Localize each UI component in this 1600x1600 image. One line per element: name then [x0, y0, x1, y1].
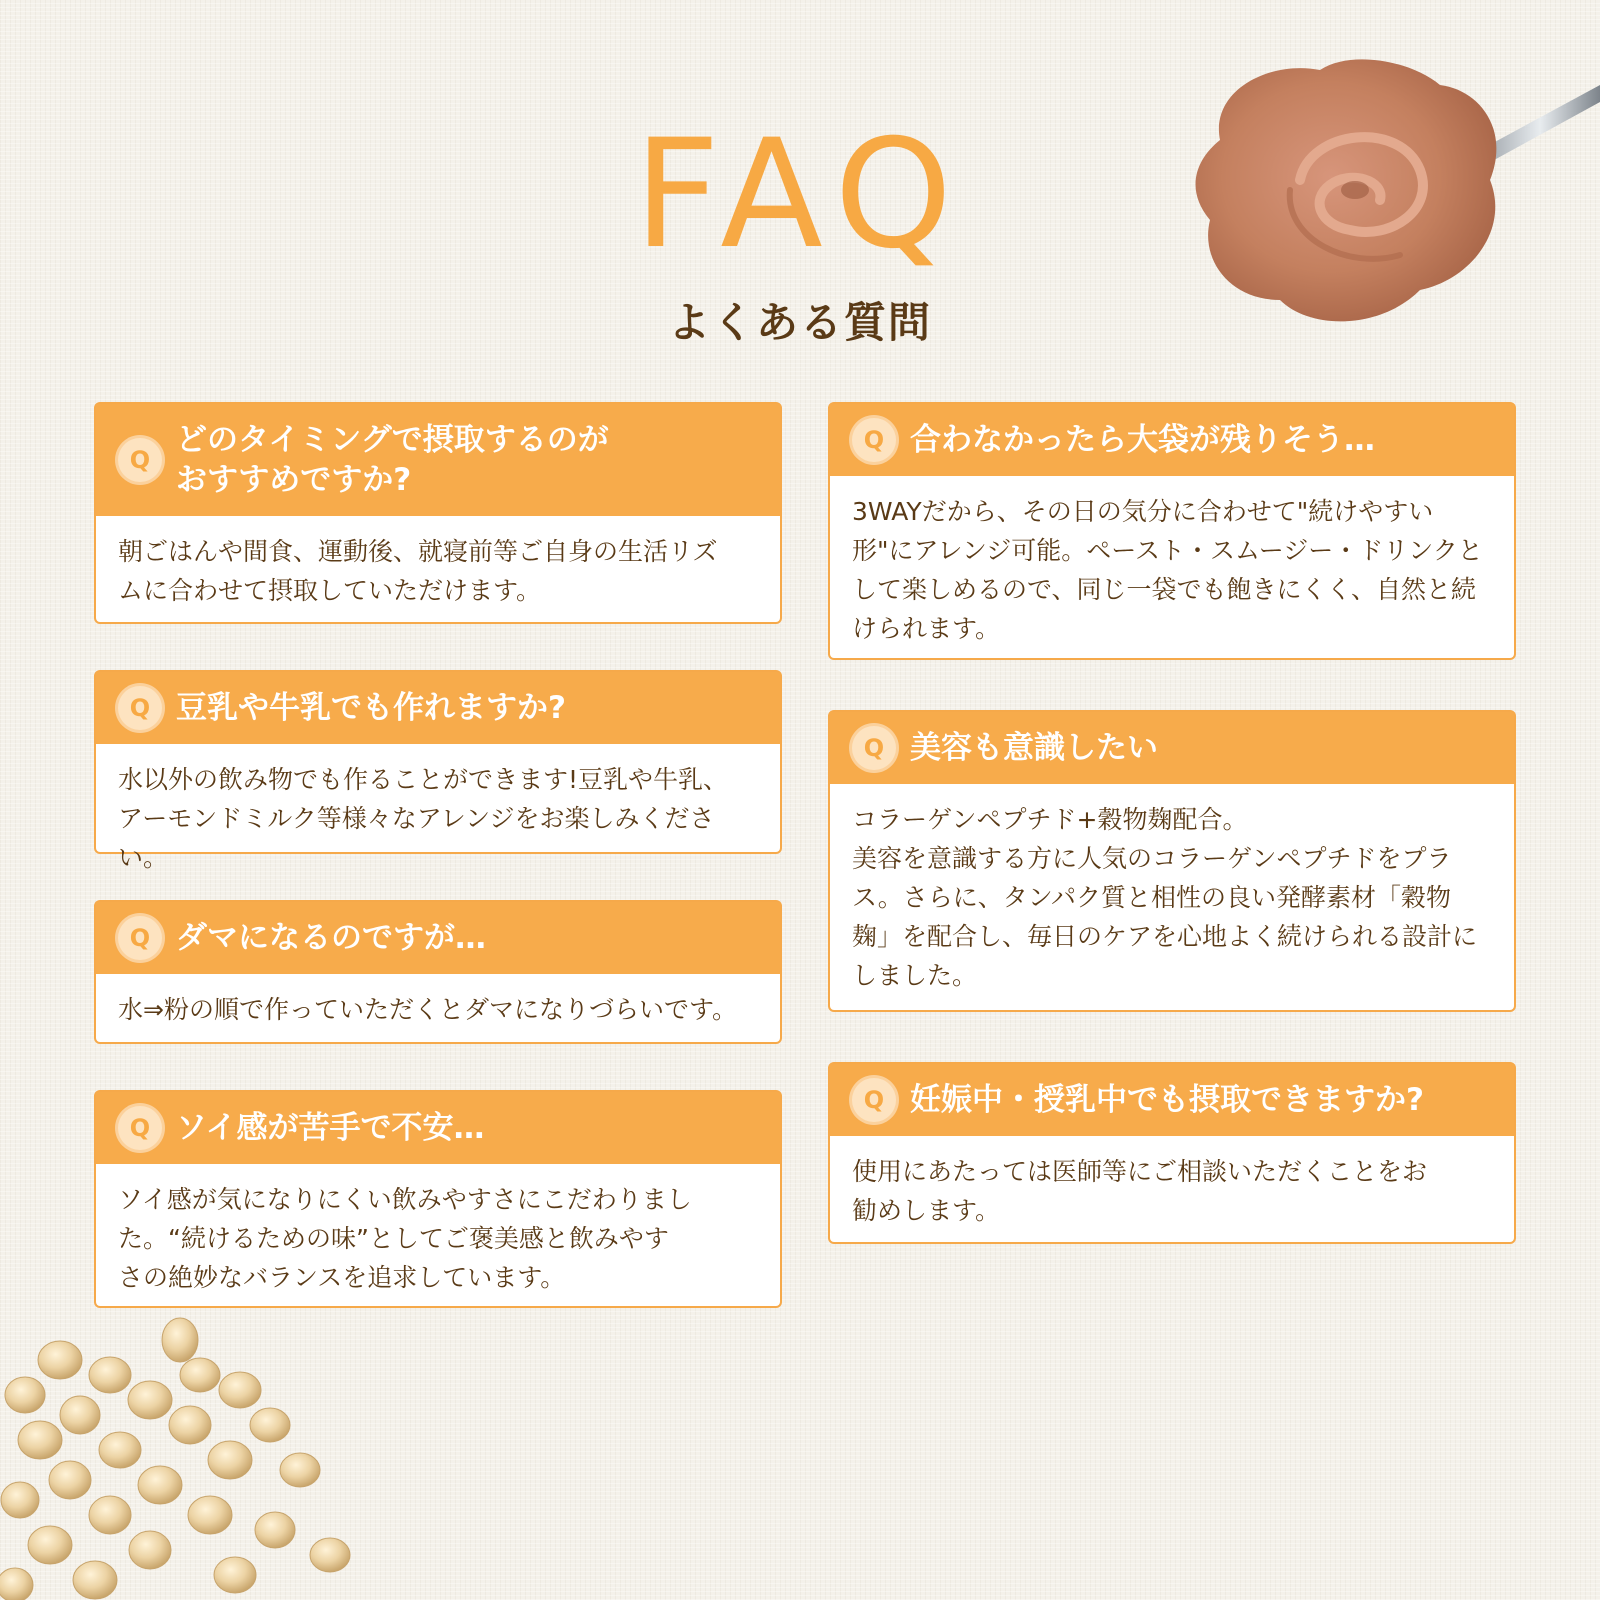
faq-answer: 朝ごはんや間食、運動後、就寝前等ご自身の生活リズ ムに合わせて摂取していただけます。 [118, 537, 718, 605]
faq-answer: 使用にあたっては医師等にご相談いただくことをお 勧めします。 [852, 1157, 1428, 1225]
soybeans-image [0, 1300, 380, 1600]
faq-answer: 水以外の飲み物でも作ることができます!豆乳や牛乳、 アーモンドミルク等様々なアレンジをお楽しみください。 [118, 765, 729, 872]
q-badge-icon: Q [118, 438, 162, 482]
faq-card-soymilk [94, 670, 782, 872]
faq-card-leftover [828, 402, 1516, 660]
faq-answer: 水⇒粉の順で作っていただくとダマになりづらいです。 [118, 995, 737, 1024]
faq-question-header[interactable] [830, 1064, 1514, 1136]
faq-question: 美容も意識したい [910, 730, 1158, 766]
faq-card-soy-taste [94, 1090, 782, 1308]
faq-question: ダマになるのですが… [176, 920, 486, 956]
faq-question-header[interactable] [96, 902, 780, 974]
title-block [0, 108, 1600, 350]
page-title: FAQ [633, 108, 967, 282]
faq-question-header[interactable] [830, 404, 1514, 476]
q-badge-icon: Q [118, 686, 162, 730]
faq-answer: ソイ感が気になりにくい飲みやすさにこだわりまし た。“続けるための味”としてご褒美感と飲みやす さの絶妙なバランスを追求しています。 [118, 1185, 692, 1292]
faq-card-beauty [828, 710, 1516, 1012]
faq-card-pregnancy [828, 1062, 1516, 1244]
faq-answer: コラーゲンペプチド+穀物麹配合。 美容を意識する方に人気のコラーゲンペプチドをプラ ス。さらに、タンパク質と相性の良い発酵素材「穀物 麹」を配合し、毎日のケアを心地よく続けられる設計に しました。 [852, 805, 1478, 990]
page-subtitle: よくある質問 [667, 298, 932, 347]
faq-card-lumps [94, 900, 782, 1044]
q-badge-icon: Q [118, 1106, 162, 1150]
q-badge-icon: Q [852, 418, 896, 462]
faq-question: どのタイミングで摂取するのが おすすめですか? [176, 422, 609, 498]
faq-question-header[interactable] [96, 1092, 780, 1164]
q-badge-icon: Q [852, 1078, 896, 1122]
faq-question-header[interactable] [96, 404, 780, 516]
faq-question: ソイ感が苦手で不安… [176, 1110, 485, 1146]
faq-question: 豆乳や牛乳でも作れますか? [176, 690, 566, 726]
faq-card-timing [94, 402, 782, 624]
faq-question-header[interactable] [830, 712, 1514, 784]
q-badge-icon: Q [118, 916, 162, 960]
faq-question: 合わなかったら大袋が残りそう… [910, 422, 1375, 458]
q-badge-icon: Q [852, 726, 896, 770]
faq-question: 妊娠中・授乳中でも摂取できますか? [910, 1082, 1424, 1118]
faq-answer: 3WAYだから、その日の気分に合わせて"続けやすい 形"にアレンジ可能。ペースト・スムージー・ドリンクと して楽しめるので、同じ一袋でも飽きにくく、自然と続 けられます。 [852, 497, 1483, 643]
faq-question-header[interactable] [96, 672, 780, 744]
